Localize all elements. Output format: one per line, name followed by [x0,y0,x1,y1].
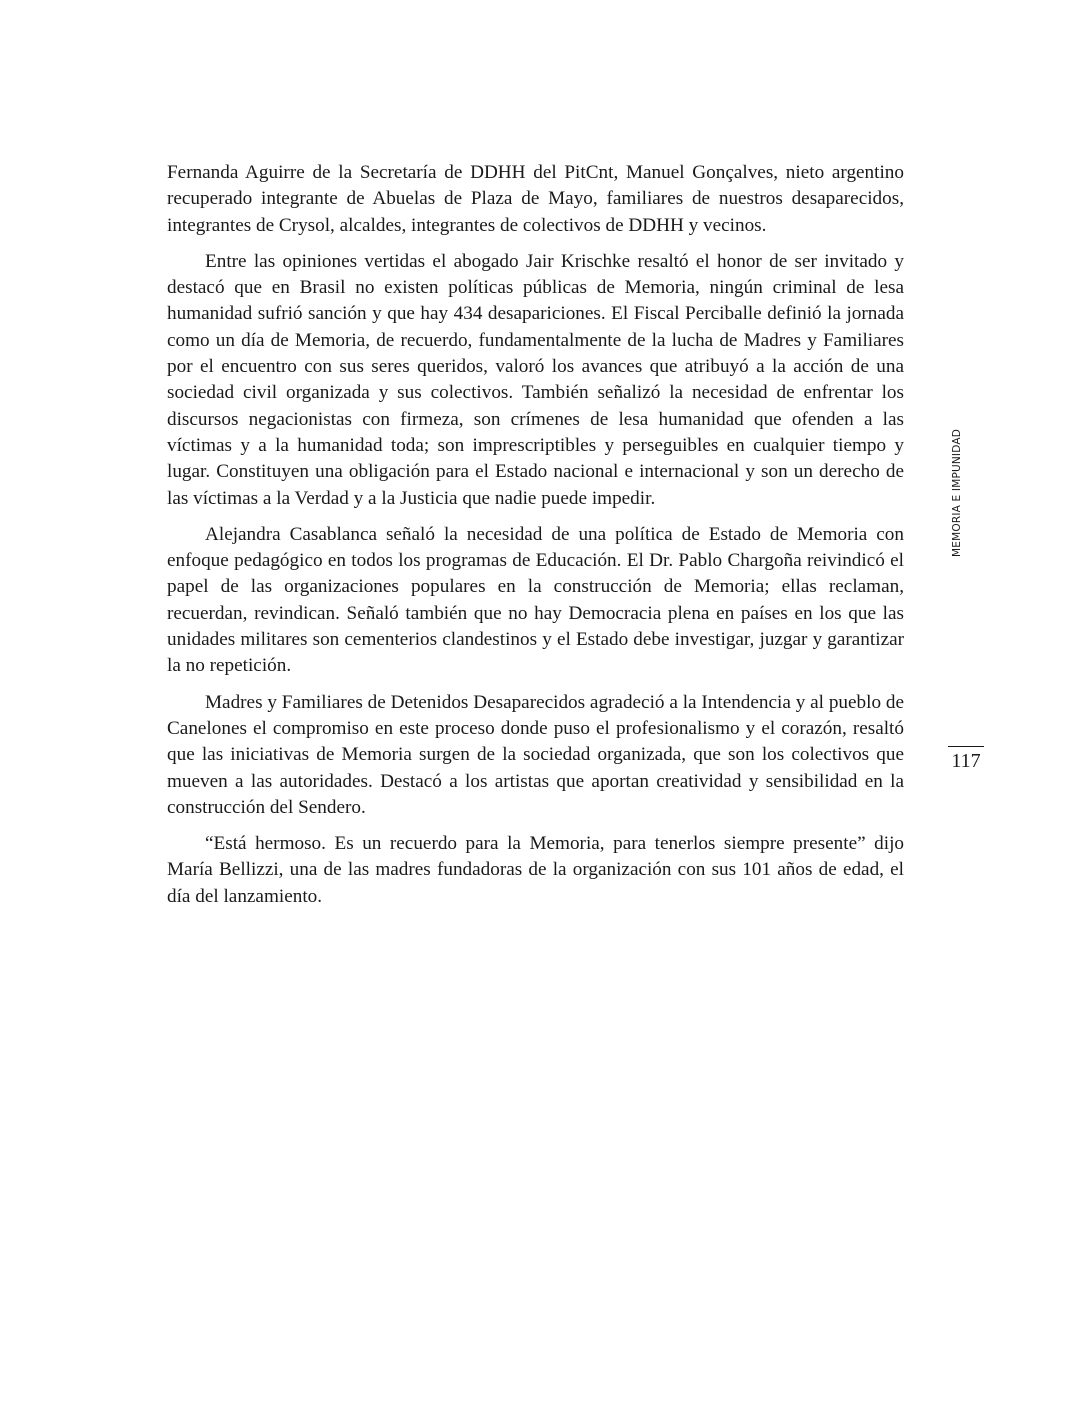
page-number-rule [948,746,984,747]
paragraph-2: Entre las opiniones vertidas el abogado Jair Krischke resaltó el honor de ser invitado y destacó que en Brasil no existen políticas públicas de Memoria, ningún criminal de lesa humanidad sufrió sanción y que hay 434 desapariciones. El Fiscal Perciballe definió la jornada como un día de Memoria, de recuerdo, fundamentalmente de la lucha de Madres y Familiares por el encuentro con sus seres queridos, valoró los avances que atribuyó a la acción de una sociedad civil organizada y sus colectivos. También señalizó la necesidad de enfrentar los discursos negacionistas con firmeza, son crímenes de lesa humanidad que ofenden a las víctimas y a la humanidad toda; son imprescriptibles y perseguibles en cualquier tiempo y lugar. Constituyen una obligación para el Estado nacional e internacional y son un derecho de las víctimas a la Verdad y a la Justicia que nadie puede impedir. [167,250,904,509]
paragraph-4: Madres y Familiares de Detenidos Desaparecidos agradeció a la Intendencia y al pueblo de Canelones el compromiso en este proceso donde puso el profesionalismo y el corazón, resaltó que las iniciativas de Memoria surgen de la sociedad organizada, que son los colectivos que mueven a las autoridades. Destacó a los artistas que aportan creatividad y sensibilidad en la construcción del Sendero. [167,691,904,818]
paragraph-5: “Está hermoso. Es un recuerdo para la Memoria, para tenerlos siempre presente” dijo María Bellizzi, una de las madres fundadoras de la organización con sus 101 años de edad, el día del lanzamiento. [167,833,904,907]
page-number: 117 [951,750,981,772]
body-text [167,160,904,920]
paragraph-1: Fernanda Aguirre de la Secretaría de DDHH del PitCnt, Manuel Gonçalves, nieto argentino recuperado integrante de Abuelas de Plaza de Mayo, familiares de nuestros desaparecidos, integrantes de Crysol, alcaldes, integrantes de colectivos de DDHH y vecinos. [167,162,904,236]
running-head: MEMORIA E IMPUNIDAD [951,429,963,557]
paragraph-3: Alejandra Casablanca señaló la necesidad de una política de Estado de Memoria con enfoque pedagógico en todos los programas de Educación. El Dr. Pablo Chargoña reivindicó el papel de las organizaciones populares en la construcción de Memoria; ellas reclaman, recuerdan, revindican. Señaló también que no hay Democracia plena en países en los que las unidades militares son cementerios clandestinos y el Estado debe investigar, juzgar y garantizar la no repetición. [167,523,904,677]
